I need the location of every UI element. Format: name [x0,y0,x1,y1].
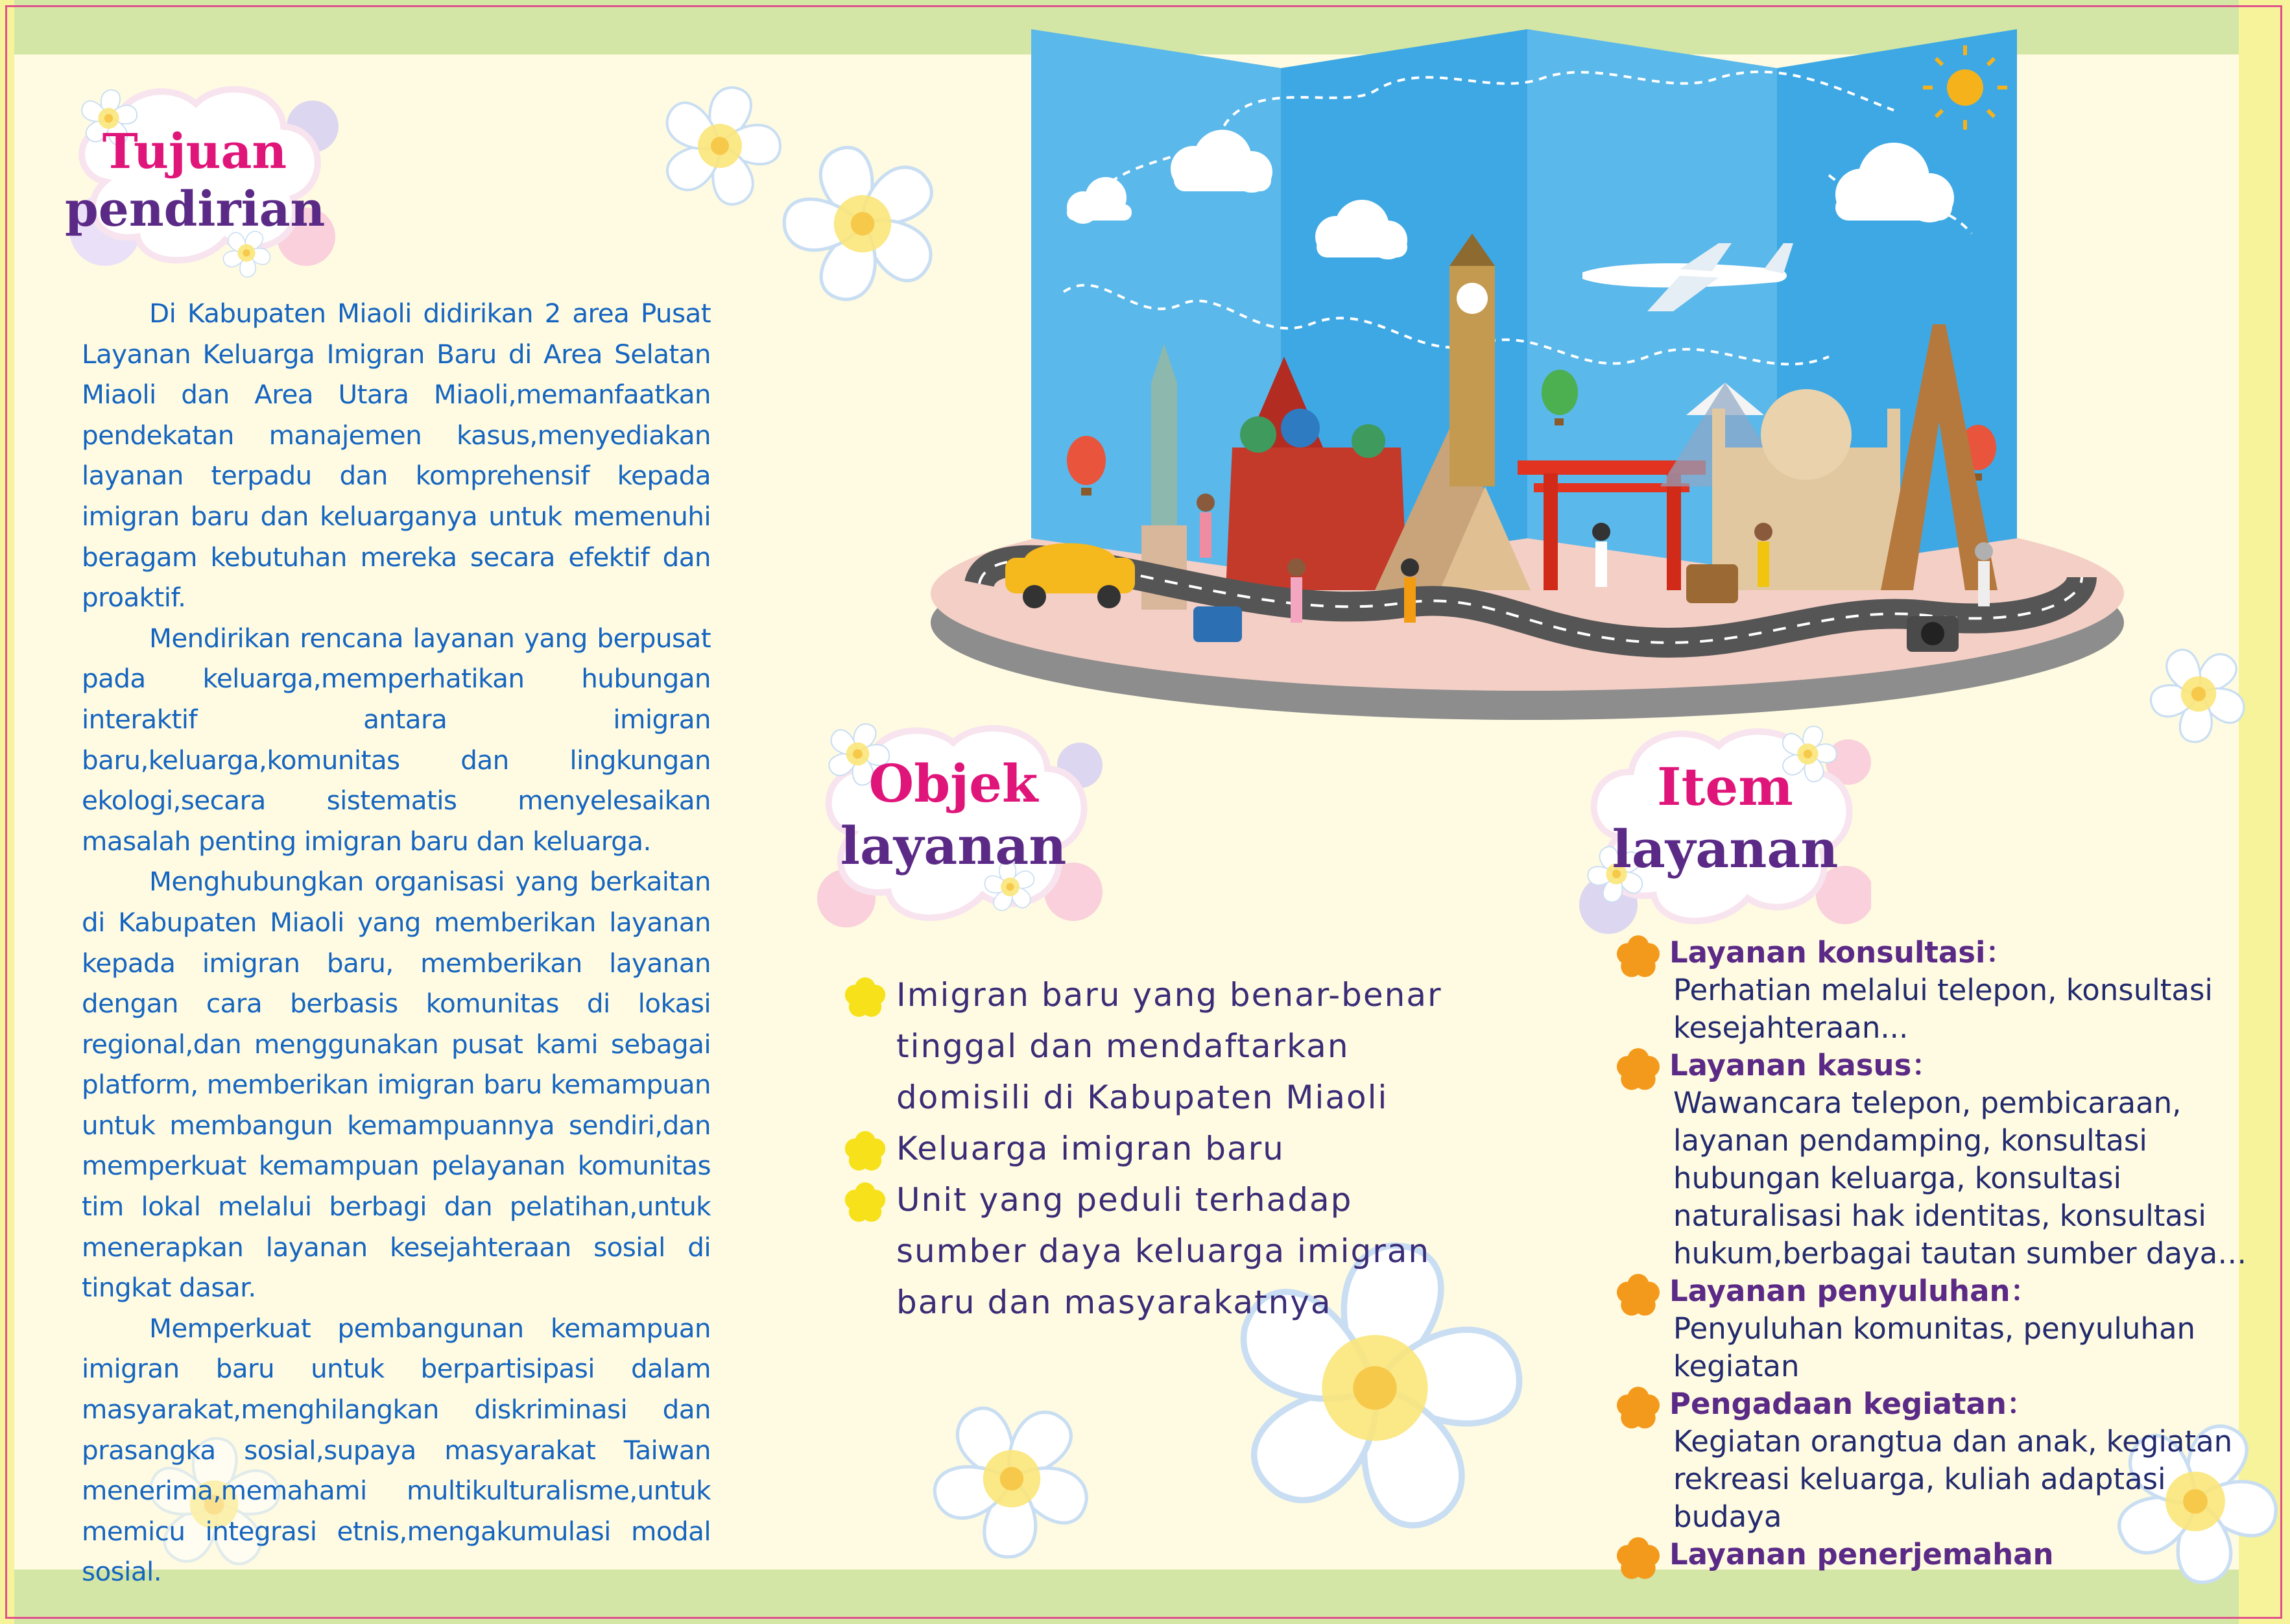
camera-icon [1907,616,1959,652]
yellow-flower-bullet-icon [843,1181,887,1225]
target-text: Imigran baru yang benar-benar tinggal dan mendaftarkan domisili di Kabupaten Miaoli [896,976,1442,1116]
purpose-paragraph: Mendirikan rencana layanan yang berpusat pada keluarga,memperhatikan hubungan interaktif antara imigran baru,keluarga,komunitas dan lingkungan ekologi,secara sistematis menyelesaikan masalah penting imigran baru dan keluarga. [82,622,711,857]
services-heading-line2: layanan [1612,818,1839,879]
purpose-heading-line2: pendirian [65,181,326,237]
orange-flower-bullet-icon [1615,1536,1662,1582]
service-title: Layanan penyuluhan： [1669,1274,2040,1308]
purpose-paragraph: Di Kabupaten Miaoli didirikan 2 area Pusat Layanan Keluarga Imigran Baru di Area Selatan Miaoli dan Area Utara Miaoli,memanfaatkan pendekatan manajemen kasus,menyediakan layanan terpadu dan komprehensif kepada imigran baru dan keluarganya untuk memenuhi beragam kebutuhan mereka secara efektif dan proaktif. [82,298,711,614]
yellow-flower-bullet-icon [843,976,887,1020]
sun-icon [1947,69,1983,106]
plumeria-flower-icon [655,81,785,211]
list-item [843,1175,1492,1328]
service-title: Pengadaan kegiatan： [1669,1387,2036,1421]
list-item [1615,1536,2263,1573]
targets-heading [817,752,1090,877]
list-item [1615,1272,2263,1385]
purpose-paragraph: Menghubungkan organisasi yang berkaitan di Kabupaten Miaoli yang memberikan layanan kepada imigran baru, memberikan layanan dengan cara berbasis komunitas di lokasi regional,dan menggunakan pusat kami sebagai platform, memberikan imigran baru kemampuan untuk membangun kemampuannya sendiri,dan memperkuat kemampuan pelayanan komunitas tim lokal melalui berbagi dan pelatihan,untuk menerapkan layanan kesejahteraan sosial di tingkat dasar. [82,866,711,1304]
services-heading-line1: Item [1657,756,1793,817]
purpose-paragraph: Memperkuat pembangunan kemampuan imigran baru untuk berpartisipasi dalam masyarakat,menghilangkan diskriminasi dan prasangka sosial,supaya masyarakat Taiwan menerima,memahami multikulturalisme,untuk memicu integrasi etnis,mengakumulasi modal sosial. [82,1312,711,1588]
list-item [1615,934,2263,1047]
plumeria-flower-icon [2147,642,2250,746]
list-item [1615,1047,2263,1272]
service-title: Layanan penerjemahan [1669,1537,2054,1571]
purpose-heading-line1: Tujuan [102,124,287,180]
service-items-list [1615,934,2263,1573]
service-title: Layanan kasus： [1669,1048,1941,1082]
service-desc: Perhatian melalui telepon, konsultasi kesejahteraan... [1673,973,2213,1045]
orange-flower-bullet-icon [1615,934,1662,981]
target-text: Keluarga imigran baru [896,1130,1285,1167]
list-item [843,970,1492,1123]
services-heading [1589,756,1861,880]
yellow-flower-bullet-icon [843,1130,887,1174]
plumeria-flower-icon [927,1394,1096,1563]
purpose-body [82,293,711,1592]
service-targets-list [843,970,1492,1328]
orange-flower-bullet-icon [1615,1385,1662,1432]
service-title: Layanan konsultasi： [1669,935,2015,970]
purpose-heading [65,123,324,239]
service-desc: Penyuluhan komunitas, penyuluhan kegiatan [1673,1311,2196,1383]
service-desc: Wawancara telepon, pembicaraan, layanan pendamping, konsultasi hubungan keluarga, konsultasi naturalisasi hak identitas, konsultasi hukum,berbagai tautan sumber daya… [1673,1086,2247,1271]
orange-flower-bullet-icon [1615,1047,1662,1093]
suitcase-icon [1686,564,1738,603]
targets-heading-line1: Objek [868,753,1038,814]
world-landmarks-illustration [921,19,2134,726]
list-item [1615,1385,2263,1536]
target-text: Unit yang peduli terhadap sumber daya keluarga imigran baru dan masyarakatnya [896,1181,1431,1321]
list-item [843,1123,1492,1175]
service-desc: Kegiatan orangtua dan anak, kegiatan rekreasi keluarga, kuliah adaptasi budaya [1673,1424,2233,1534]
targets-heading-line2: layanan [840,815,1067,876]
suitcase-icon [1193,606,1242,642]
orange-flower-bullet-icon [1615,1272,1662,1319]
